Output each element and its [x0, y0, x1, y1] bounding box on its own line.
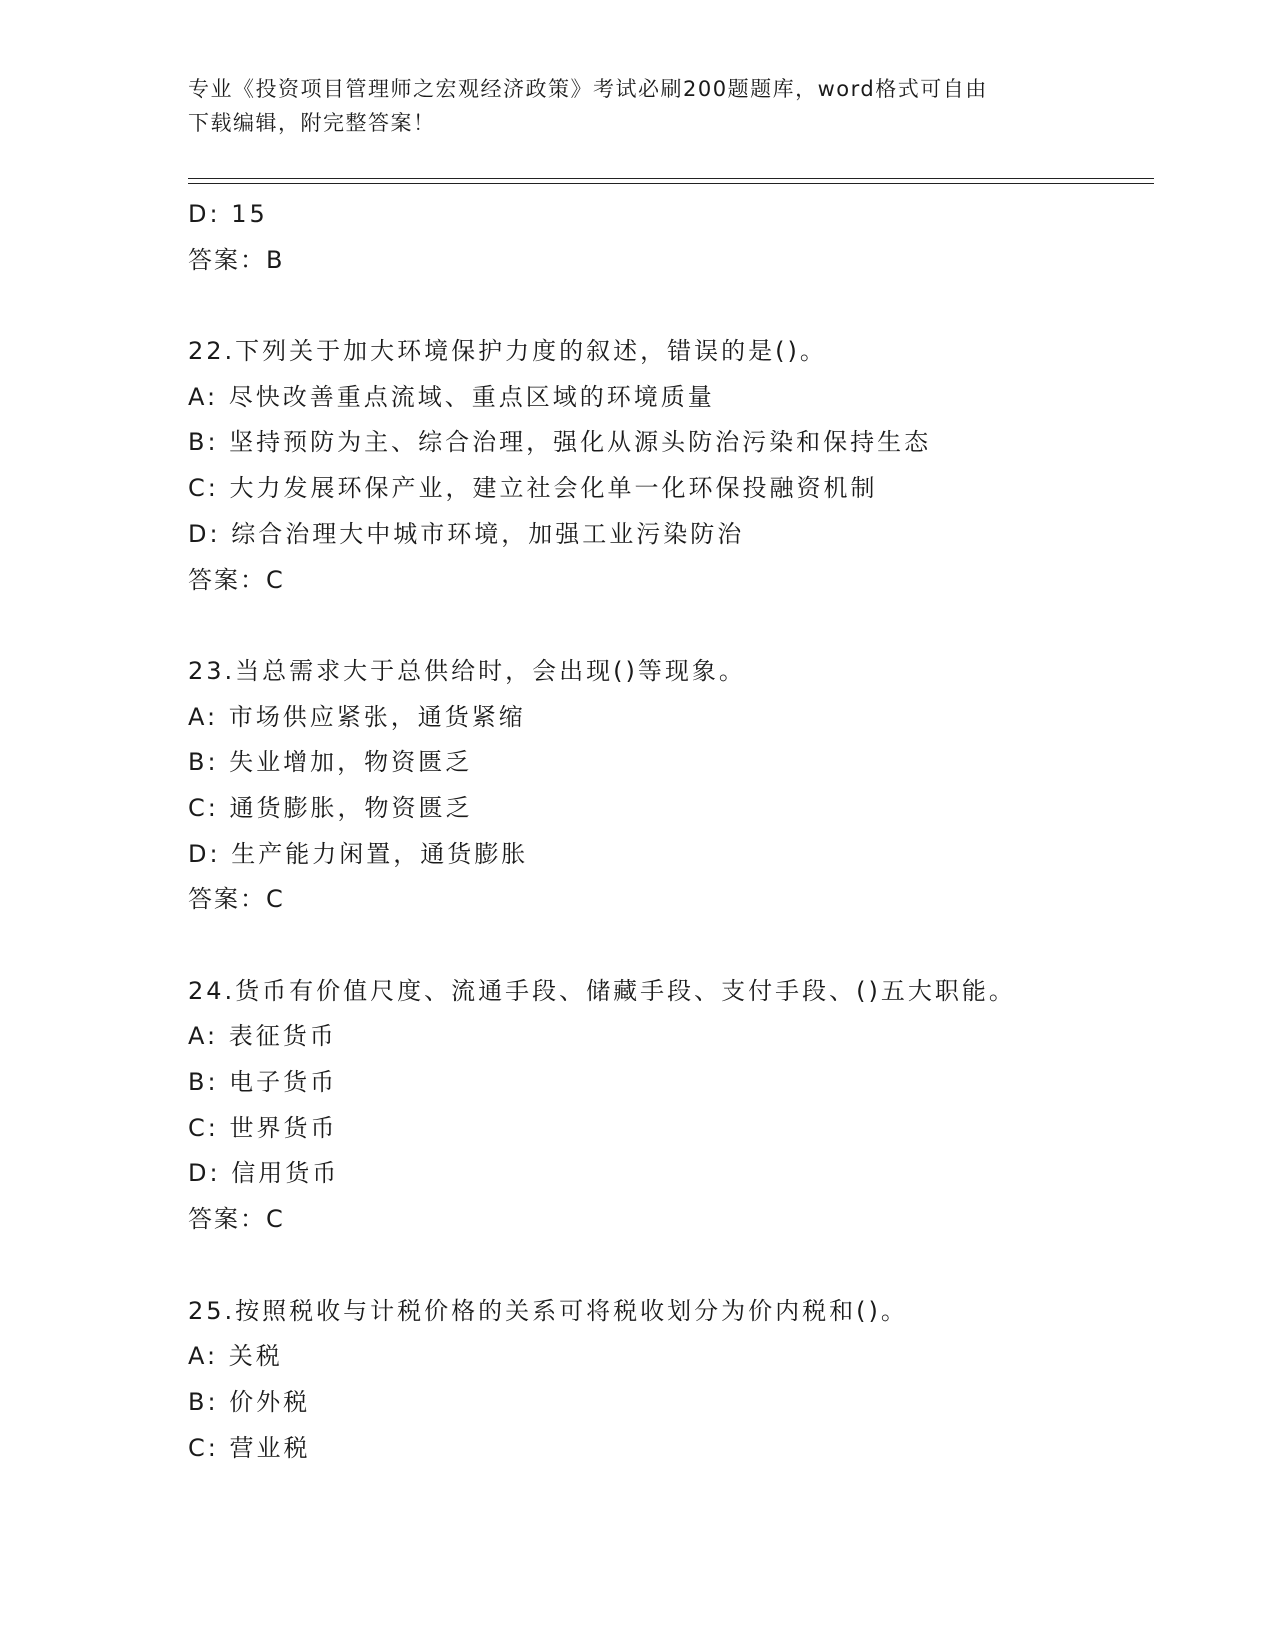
q25-stem: 25.按照税收与计税价格的关系可将税收划分为价内税和()。 — [188, 1296, 908, 1325]
spacer — [188, 603, 1154, 649]
q25-option-b: B: 价外税 — [188, 1387, 311, 1416]
q23-answer: 答案：C — [188, 885, 285, 914]
q22-option-a: A: 尽快改善重点流域、重点区域的环境质量 — [188, 382, 715, 411]
q25-option-c: C: 营业税 — [188, 1433, 311, 1462]
q22-stem: 22.下列关于加大环境保护力度的叙述，错误的是()。 — [188, 337, 827, 366]
q24-option-b: B: 电子货币 — [188, 1068, 338, 1097]
header-title-line-2: 下载编辑，附完整答案！ — [188, 111, 436, 135]
document-header — [188, 72, 1068, 140]
q21-option-d: D: 15 — [188, 200, 268, 228]
question-list — [188, 192, 1154, 1471]
q22-answer: 答案：C — [188, 565, 285, 594]
q24-option-a: A: 表征货币 — [188, 1022, 337, 1051]
q21-answer: 答案：B — [188, 245, 285, 274]
q23-option-d: D: 生产能力闲置，通货膨胀 — [188, 839, 529, 868]
header-title-line-1: 专业《投资项目管理师之宏观经济政策》考试必刷200题题库，word格式可自由 — [188, 77, 988, 101]
q23-option-b: B: 失业增加，物资匮乏 — [188, 748, 473, 777]
spacer — [188, 923, 1154, 969]
header-rule-bottom — [188, 183, 1154, 184]
q23-option-a: A: 市场供应紧张，通货紧缩 — [188, 702, 526, 731]
spacer — [188, 283, 1154, 329]
q22-option-b: B: 坚持预防为主、综合治理，强化从源头防治污染和保持生态 — [188, 428, 932, 457]
q23-option-c: C: 通货膨胀，物资匮乏 — [188, 793, 473, 822]
q22-option-d: D: 综合治理大中城市环境，加强工业污染防治 — [188, 519, 745, 548]
q24-answer: 答案：C — [188, 1205, 285, 1234]
q22-option-c: C: 大力发展环保产业，建立社会化单一化环保投融资机制 — [188, 474, 878, 503]
q24-option-c: C: 世界货币 — [188, 1113, 338, 1142]
q24-option-d: D: 信用货币 — [188, 1159, 340, 1188]
q24-stem: 24.货币有价值尺度、流通手段、储藏手段、支付手段、()五大职能。 — [188, 976, 1016, 1005]
spacer — [188, 1243, 1154, 1289]
q23-stem: 23.当总需求大于总供给时，会出现()等现象。 — [188, 656, 746, 685]
q25-option-a: A: 关税 — [188, 1342, 283, 1371]
header-rule-top — [188, 178, 1154, 179]
